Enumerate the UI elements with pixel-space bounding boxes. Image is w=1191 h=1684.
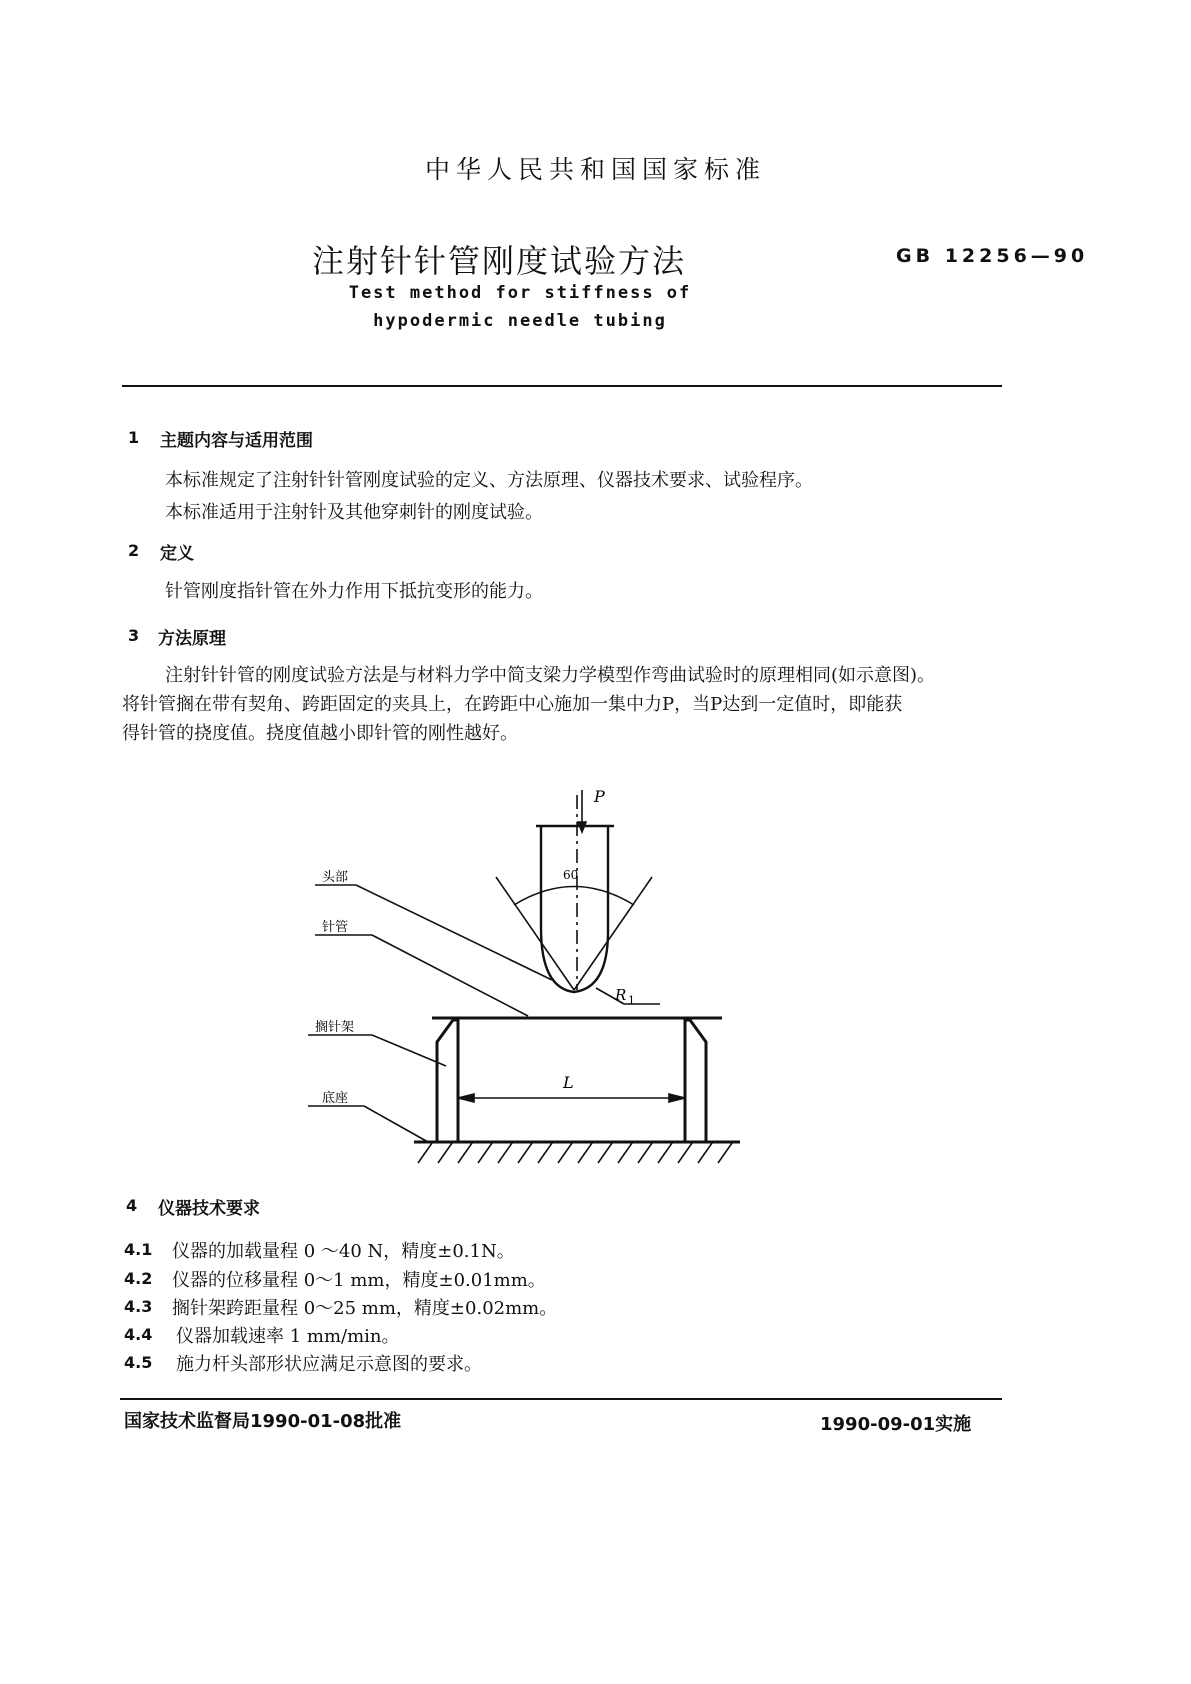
- section-4-number: 4: [126, 1196, 138, 1215]
- standard-number: GB 12256—90: [896, 245, 1089, 267]
- label-tube: 针管: [322, 920, 349, 935]
- label-base: 底座: [322, 1091, 349, 1106]
- angle-arc: [514, 887, 634, 906]
- requirement-4-3-text: 搁针架跨距量程 0～25 mm，精度±0.02mm。: [172, 1298, 558, 1319]
- requirement-4-1-number: 4.1: [124, 1240, 153, 1259]
- requirement-4-1-text: 仪器的加载量程 0 ～40 N，精度±0.1N。: [172, 1241, 515, 1262]
- requirement-4-5-text: 施力杆头部形状应满足示意图的要求。: [176, 1354, 482, 1375]
- leader-base: [364, 1106, 428, 1142]
- approval-date: 国家技术监督局1990-01-08批准: [124, 1411, 402, 1432]
- section-4-title: 仪器技术要求: [158, 1199, 260, 1219]
- radius-subscript: 1: [628, 994, 635, 1007]
- section-3-number: 3: [128, 626, 140, 645]
- section-1-number: 1: [128, 428, 140, 447]
- section-3-line-3: 得针管的挠度值。挠度值越小即针管的刚性越好。: [122, 723, 518, 744]
- requirement-4-2-number: 4.2: [124, 1269, 153, 1288]
- section-1-paragraph-1: 本标准规定了注射针针管刚度试验的定义、方法原理、仪器技术要求、试验程序。: [165, 470, 813, 491]
- leader-rack: [372, 1035, 446, 1066]
- document-title-en-line2: hypodermic needle tubing: [373, 311, 667, 331]
- angle-label: 60: [563, 868, 579, 882]
- span-arrow-left: [458, 1094, 474, 1102]
- label-head: 头部: [322, 870, 349, 885]
- requirement-4-4-text: 仪器加载速率 1 mm/min。: [176, 1326, 400, 1347]
- span-arrow-right: [669, 1094, 685, 1102]
- radius-label: R: [615, 986, 627, 1004]
- section-2-paragraph-1: 针管刚度指针管在外力作用下抵抗变形的能力。: [165, 581, 543, 602]
- base-hatching: [418, 1143, 732, 1163]
- footer-rule: [120, 1398, 1002, 1400]
- span-label: L: [563, 1073, 574, 1092]
- section-3-line-1: 注射针针管的刚度试验方法是与材料力学中简支梁力学模型作弯曲试验时的原理相同(如示意图)。: [165, 665, 936, 686]
- section-1-paragraph-2: 本标准适用于注射针及其他穿刺针的刚度试验。: [165, 502, 543, 523]
- support-right: [685, 1020, 706, 1142]
- force-label: P: [594, 787, 605, 806]
- section-3-line-2: 将针管搁在带有契角、跨距固定的夹具上，在跨距中心施加一集中力P，当P达到一定值时，即能获: [122, 694, 903, 715]
- section-2-title: 定义: [160, 544, 194, 564]
- requirement-4-5-number: 4.5: [124, 1353, 153, 1372]
- requirement-4-3-number: 4.3: [124, 1297, 153, 1316]
- effective-date: 1990-09-01实施: [820, 1414, 972, 1435]
- national-standard-heading: 中华人民共和国国家标准: [424, 155, 766, 184]
- section-3-title: 方法原理: [158, 629, 226, 649]
- leader-tube: [372, 935, 528, 1016]
- label-rack: 搁针架: [315, 1020, 355, 1035]
- requirement-4-4-number: 4.4: [124, 1325, 153, 1344]
- requirement-4-2-text: 仪器的位移量程 0～1 mm，精度±0.01mm。: [172, 1270, 546, 1291]
- section-2-number: 2: [128, 541, 140, 560]
- support-left: [437, 1020, 458, 1142]
- document-title-cn: 注射针针管刚度试验方法: [312, 242, 687, 280]
- document-title-en-line1: Test method for stiffness of: [348, 283, 692, 303]
- section-1-title: 主题内容与适用范围: [160, 431, 313, 451]
- loading-rod-head: [541, 826, 608, 992]
